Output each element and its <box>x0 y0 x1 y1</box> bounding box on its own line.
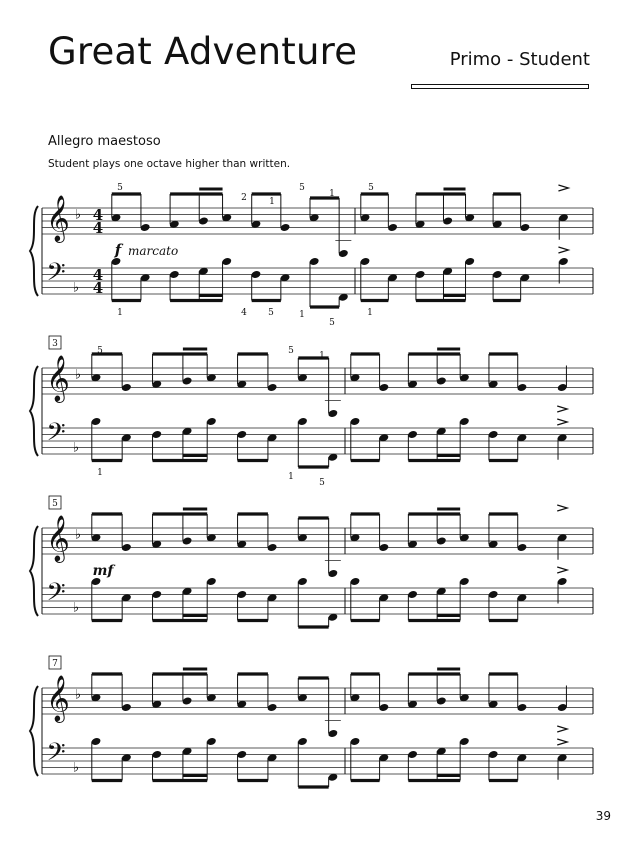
key-signature-flat: ♭ <box>74 207 82 223</box>
fingering-number: 2 <box>241 193 247 203</box>
accent-mark <box>558 185 568 191</box>
fingering-number: 1 <box>299 310 305 320</box>
performance-instruction: Student plays one octave higher than written. <box>48 158 291 170</box>
fingering-number: 1 <box>329 189 335 199</box>
measure-number: 7 <box>52 659 58 669</box>
grand-staff-brace <box>30 686 38 776</box>
fingering-number: 5 <box>319 478 325 488</box>
key-signature-flat: ♭ <box>74 367 82 383</box>
treble-clef: 𝄞 <box>46 515 70 562</box>
dynamic-expression: marcato <box>128 244 179 258</box>
measure-number: 3 <box>52 339 58 349</box>
key-signature-flat: ♭ <box>74 687 82 703</box>
treble-clef: 𝄞 <box>46 675 70 722</box>
treble-clef: 𝄞 <box>46 355 70 402</box>
accent-mark <box>557 419 567 425</box>
accent-mark <box>557 726 567 732</box>
bass-clef: 𝄢 <box>46 737 66 773</box>
key-signature-flat: ♭ <box>72 600 80 616</box>
grand-staff-brace <box>30 366 38 456</box>
page-number: 39 <box>595 809 611 823</box>
time-signature-top: 4 <box>92 206 104 224</box>
part-label: Primo - Student <box>449 49 590 70</box>
time-signature-bottom: 4 <box>92 279 104 297</box>
time-signature-top: 4 <box>92 266 104 284</box>
key-signature-flat: ♭ <box>72 760 80 776</box>
accent-mark <box>557 739 567 745</box>
fingering-number: 1 <box>288 472 294 482</box>
fingering-number: 5 <box>97 346 103 356</box>
fingering-number: 5 <box>368 183 374 193</box>
fingering-number: 1 <box>367 308 373 318</box>
fingering-number: 5 <box>329 318 335 328</box>
grand-staff-brace <box>30 526 38 616</box>
accent-mark <box>557 505 567 511</box>
dynamic-forte: f <box>114 241 122 259</box>
measure-number: 5 <box>52 499 58 509</box>
dynamic-mezzo-forte: mf <box>92 563 114 579</box>
bass-clef: 𝄢 <box>46 577 66 613</box>
fingering-number: 1 <box>319 351 325 361</box>
fingering-number: 1 <box>269 197 275 207</box>
fingering-number: 1 <box>117 308 123 318</box>
page-title: Great Adventure <box>48 30 358 73</box>
tempo-marking: Allegro maestoso <box>48 134 161 149</box>
treble-clef: 𝄞 <box>46 195 70 242</box>
bass-clef: 𝄢 <box>46 417 66 453</box>
key-signature-flat: ♭ <box>72 440 80 456</box>
key-signature-flat: ♭ <box>72 280 80 296</box>
fingering-number: 5 <box>117 183 123 193</box>
bass-clef: 𝄢 <box>46 257 66 293</box>
fingering-number: 4 <box>241 308 247 318</box>
fingering-number: 5 <box>268 308 274 318</box>
accent-mark <box>557 406 567 412</box>
key-signature-flat: ♭ <box>74 527 82 543</box>
accent-mark <box>557 567 567 573</box>
fingering-number: 1 <box>97 468 103 478</box>
grand-staff-brace <box>30 206 38 296</box>
fingering-number: 5 <box>299 183 305 193</box>
time-signature-bottom: 4 <box>92 219 104 237</box>
accent-mark <box>558 247 568 253</box>
fingering-number: 5 <box>288 346 294 356</box>
